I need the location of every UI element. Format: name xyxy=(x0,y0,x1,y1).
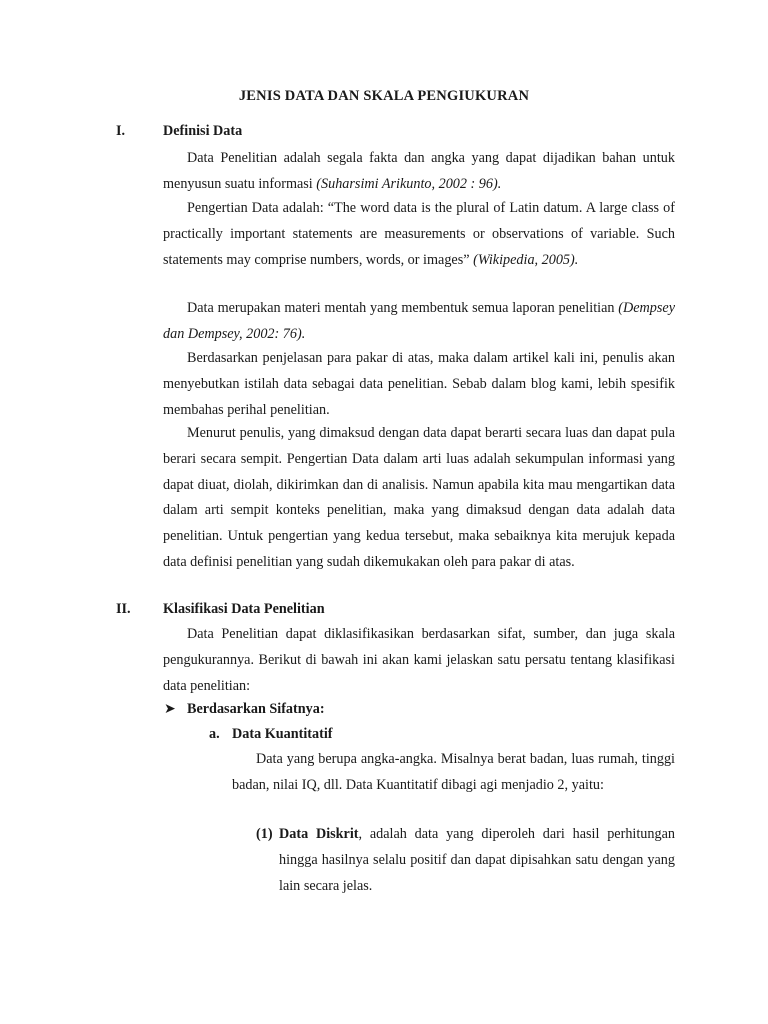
citation: (Suharsimi Arikunto, 2002 : 96). xyxy=(316,175,502,192)
sub-marker: a. xyxy=(209,726,220,742)
list-item xyxy=(279,822,675,899)
paragraph-7 xyxy=(232,747,675,799)
arrowhead-right-icon: ➤ xyxy=(164,702,176,717)
item-marker: (1) xyxy=(256,826,273,842)
paragraph-2 xyxy=(163,196,675,273)
paragraph-text: Data yang berupa angka-angka. Misalnya berat badan, luas rumah, tinggi badan, nilai IQ, dll. Data Kuantitatif dibagi agi menjadio 2, yaitu: xyxy=(232,751,675,793)
section-heading: Klasifikasi Data Penelitian xyxy=(163,601,325,617)
paragraph-text: Menurut penulis, yang dimaksud dengan data dapat berarti secara luas dan dapat pula berari secara sempit. Pengertian Data dalam arti luas adalah sekumpulan informasi yang dapat diuat, diolah, dikirimkan dan di analisis. Namun apabila kita mau mengartikan data dalam arti sempit konteks penelitian, maka yang dimaksud dengan data adalah data penelitian. Untuk pengertian yang kedua tersebut, maka sebaiknya kita merujuk kepada data definisi penelitian yang sudah dikemukakan oleh para pakar di atas. xyxy=(163,425,675,570)
paragraph-text: Berdasarkan penjelasan para pakar di atas, maka dalam artikel kali ini, penulis akan menyebutkan istilah data sebagai data penelitian. Sebab dalam blog kami, lebih spesifik membahas perihal penelitian. xyxy=(163,350,675,418)
paragraph-5 xyxy=(163,421,675,576)
paragraph-text: Data Penelitian adalah segala fakta dan angka yang dapat dijadikan bahan untuk menyusun suatu informasi xyxy=(163,150,675,192)
section-number: I. xyxy=(116,123,126,139)
paragraph-text: Data merupakan materi mentah yang membentuk semua laporan penelitian xyxy=(187,300,619,316)
item-term: Data Diskrit xyxy=(279,826,359,842)
sub-heading: Data Kuantitatif xyxy=(232,726,333,742)
bullet-heading: Berdasarkan Sifatnya: xyxy=(187,701,325,717)
item-text: , adalah data yang diperoleh dari hasil perhitungan hingga hasilnya selalu positif dan dapat dipisahkan satu dengan yang lain secara jelas. xyxy=(279,826,675,894)
document-title: JENIS DATA DAN SKALA PENGIUKURAN xyxy=(238,88,530,104)
citation: (Wikipedia, 2005). xyxy=(473,251,579,268)
paragraph-6 xyxy=(163,622,675,699)
paragraph-4 xyxy=(163,346,675,423)
citation: (Dempsey dan Dempsey, 2002: 76). xyxy=(163,300,675,342)
paragraph-text: Pengertian Data adalah: “The word data is the plural of Latin datum. A large class of practically important statements are measurements or observations of variable. Such statements may comprise numbers, words, or images” xyxy=(163,200,675,268)
paragraph-1 xyxy=(163,146,675,198)
section-heading: Definisi Data xyxy=(163,123,243,139)
section-number: II. xyxy=(116,601,131,617)
paragraph-text: Data Penelitian dapat diklasifikasikan berdasarkan sifat, sumber, dan juga skala pengukurannya. Berikut di bawah ini akan kami jelaskan satu persatu tentang klasifikasi data penelitian: xyxy=(163,626,675,694)
paragraph-3 xyxy=(163,296,675,348)
